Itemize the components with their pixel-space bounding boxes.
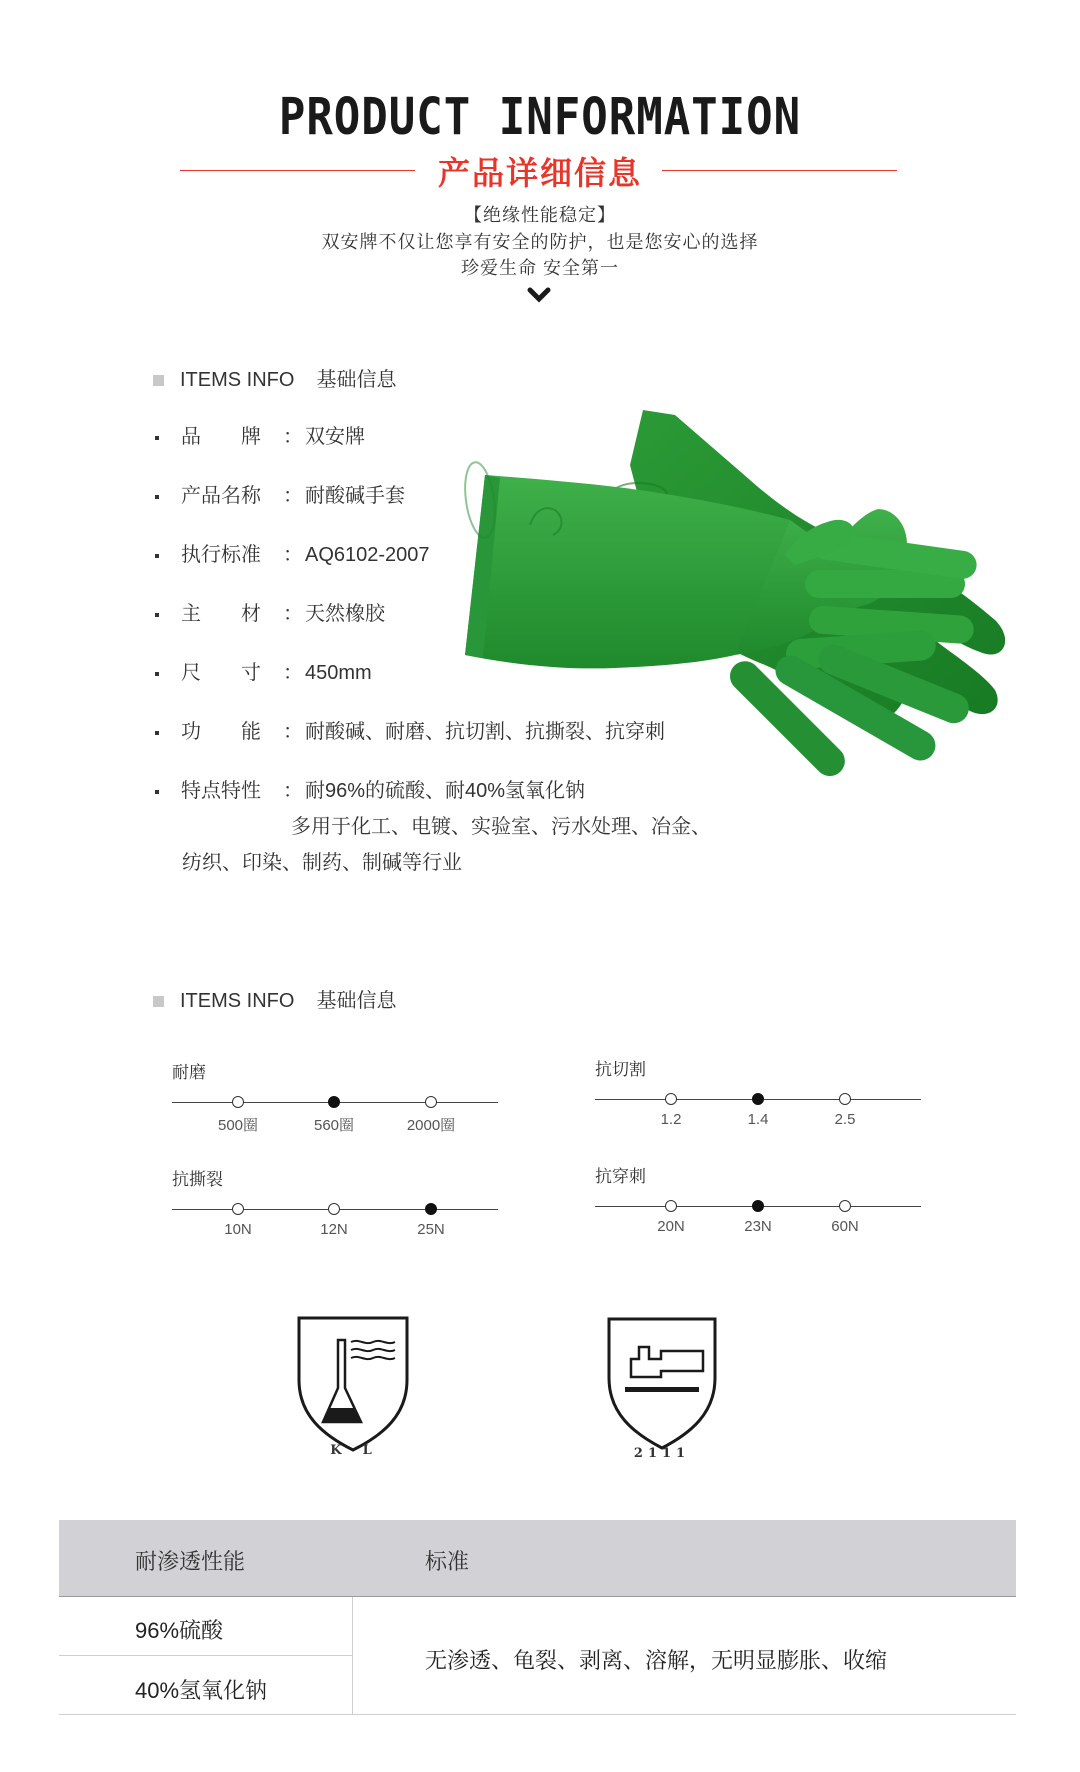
title-cn: 产品详细信息 [437, 155, 642, 191]
row-separator: ： [283, 544, 303, 566]
row-label: 品 牌 [181, 426, 261, 448]
metric-2-label-2: 25N [417, 1221, 445, 1238]
row-label: 功 能 [181, 721, 261, 743]
info-row-brand [155, 420, 365, 449]
bullet [155, 613, 159, 617]
table-bottom-border [59, 1714, 1016, 1715]
metric-2-option-0 [232, 1203, 244, 1215]
metric-0-label-2: 2000圈 [406, 1117, 456, 1134]
table-header-col2: 标准 [425, 1549, 470, 1574]
square-bullet-icon [153, 375, 164, 386]
table-standard-text: 无渗透、龟裂、剥离、溶解，无明显膨胀、收缩 [425, 1648, 888, 1673]
metric-1-label-1: 1.4 [747, 1111, 769, 1128]
row-label: 执行标准 [181, 544, 261, 566]
bullet [155, 731, 159, 735]
metric-3-label-0: 20N [657, 1218, 685, 1235]
metric-1-label-2: 2.5 [834, 1111, 856, 1128]
metric-0-label-1: 560圈 [313, 1117, 355, 1134]
row-separator: ： [283, 662, 303, 684]
section-heading-basic-info [153, 363, 396, 392]
section-heading-performance [153, 984, 396, 1013]
metric-2-option-1 [328, 1203, 340, 1215]
mechanical-hazard-shield-icon [603, 1313, 721, 1463]
metric-3-label-1: 23N [744, 1218, 772, 1235]
bullet [155, 495, 159, 499]
chemical-code: K L [330, 1443, 376, 1458]
metric-2-label-0: 10N [224, 1221, 252, 1238]
row-value: 450mm [305, 662, 372, 684]
bullet [155, 790, 159, 794]
table-column-divider [352, 1597, 353, 1714]
row-separator: ： [283, 780, 303, 802]
bullet [155, 672, 159, 676]
metric-3-label-2: 60N [831, 1218, 859, 1235]
metric-0-label-0: 500圈 [217, 1117, 259, 1134]
table-header-col1: 耐渗透性能 [135, 1549, 246, 1574]
info-row-product-name [155, 479, 405, 508]
metric-0-option-2 [425, 1096, 437, 1108]
metric-1-label-0: 1.2 [660, 1111, 682, 1128]
metric-title-cut: 抗切割 [595, 1060, 646, 1079]
table-divider [59, 1596, 1016, 1597]
metric-3-option-1-selected [752, 1200, 764, 1212]
table-row-divider [59, 1655, 352, 1656]
features-continuation-2: 纺织、印染、制药、制碱等行业 [182, 852, 462, 874]
metric-title-tear: 抗撕裂 [172, 1170, 223, 1189]
row-value: 耐96%的硫酸、耐40%氢氧化钠 [305, 780, 586, 802]
bullet [155, 436, 159, 440]
info-row-standard [155, 538, 430, 567]
row-label: 产品名称 [181, 485, 261, 507]
heading-cn: 基础信息 [316, 990, 397, 1012]
metric-0-option-1-selected [328, 1096, 340, 1108]
chevron-down-icon [527, 287, 551, 305]
slogan-line-2: 珍爱生命 安全第一 [460, 258, 619, 278]
row-value: 双安牌 [305, 426, 365, 448]
heading-en: ITEMS INFO [180, 990, 295, 1012]
table-row-sulfuric-acid: 96%硫酸 [135, 1618, 224, 1643]
metric-0-option-0 [232, 1096, 244, 1108]
slogan-line-1: 双安牌不仅让您享有安全的防护，也是您安心的选择 [321, 232, 759, 252]
green-glove-image [405, 400, 1025, 790]
table-row-sodium-hydroxide: 40%氢氧化钠 [135, 1678, 268, 1703]
row-label: 主 材 [181, 603, 261, 625]
row-value: 耐酸碱、耐磨、抗切割、抗撕裂、抗穿刺 [305, 721, 665, 743]
square-bullet-icon [153, 996, 164, 1007]
row-label: 特点特性 [181, 780, 261, 802]
row-separator: ： [283, 721, 303, 743]
heading-en: ITEMS INFO [180, 369, 295, 391]
row-separator: ： [283, 426, 303, 448]
row-value: 天然橡胶 [305, 603, 385, 625]
row-value: 耐酸碱手套 [305, 485, 405, 507]
metric-3-option-2 [839, 1200, 851, 1212]
row-separator: ： [283, 603, 303, 625]
metric-1-option-1-selected [752, 1093, 764, 1105]
row-label: 尺 寸 [181, 662, 261, 684]
metric-2-option-2-selected [425, 1203, 437, 1215]
metric-1-option-2 [839, 1093, 851, 1105]
tagline: 【绝缘性能稳定】 [464, 205, 616, 225]
metric-1-option-0 [665, 1093, 677, 1105]
metric-3-option-0 [665, 1200, 677, 1212]
features-continuation-1: 多用于化工、电镀、实验室、污水处理、冶金、 [291, 816, 711, 838]
metric-title-abrasion: 耐磨 [172, 1063, 206, 1082]
row-value: AQ6102-2007 [305, 544, 430, 566]
heading-cn: 基础信息 [316, 369, 397, 391]
mechanical-code: 2111 [633, 1446, 691, 1461]
title-en: PRODUCT INFORMATION [278, 88, 802, 147]
row-separator: ： [283, 485, 303, 507]
bullet [155, 554, 159, 558]
metric-2-label-1: 12N [320, 1221, 348, 1238]
info-row-material [155, 597, 385, 626]
metric-title-puncture: 抗穿刺 [595, 1167, 646, 1186]
title-right-rule [662, 170, 897, 171]
info-row-size [155, 656, 372, 685]
